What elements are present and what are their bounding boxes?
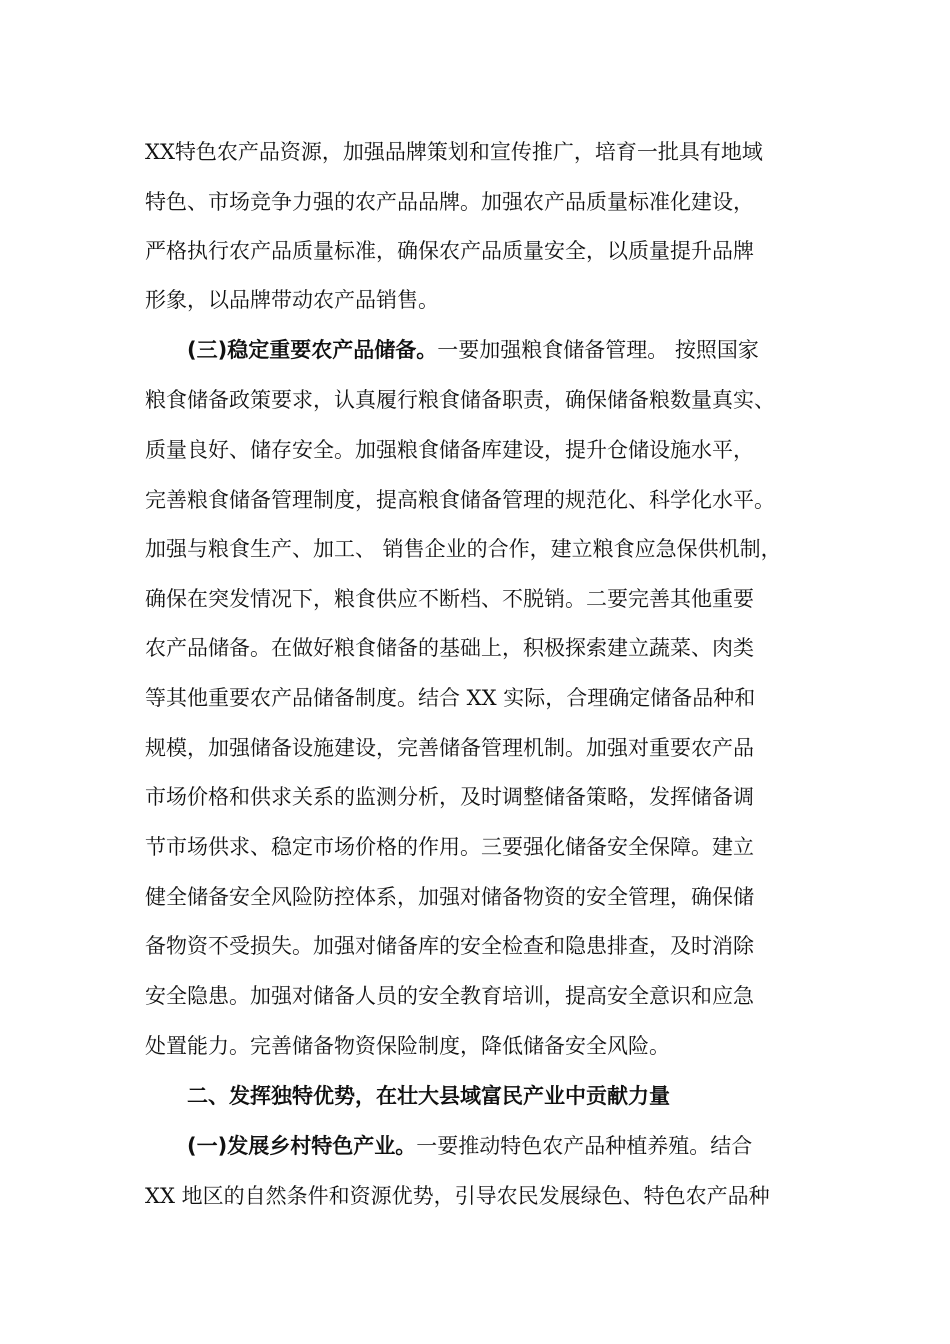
paragraph-text: 一要加强粮食储备管理。 按照国家 [437, 338, 759, 362]
paragraph-first-line [187, 340, 759, 361]
text-line: 节市场供求、稳定市场价格的作用。三要强化储备安全保障。建立 [145, 835, 754, 859]
text-line: 形象，以品牌带动农产品销售。 [145, 288, 439, 312]
text-line: 市场价格和供求关系的监测分析，及时调整储备策略，发挥储备调 [145, 785, 754, 809]
paragraph-text: 一要推动特色农产品种植养殖。结合 [416, 1134, 753, 1158]
text-line: 备物资不受损失。加强对储备库的安全检查和隐患排查，及时消除 [145, 934, 754, 958]
text-line: 处置能力。完善储备物资保险制度，降低储备安全风险。 [145, 1034, 670, 1058]
text-line: 农产品储备。在做好粮食储备的基础上，积极探索建立蔬菜、肉类 [145, 636, 754, 660]
text-line: 特色、市场竞争力强的农产品品牌。加强农产品质量标准化建设， [145, 190, 754, 214]
text-line: 粮食储备政策要求，认真履行粮食储备职责，确保储备粮数量真实、 [145, 388, 775, 412]
text-line: 严格执行农产品质量标准，确保农产品质量安全，以质量提升品牌 [145, 239, 754, 263]
text-line: 确保在突发情况下，粮食供应不断档、不脱销。二要完善其他重要 [145, 587, 754, 611]
text-line: XX特色农产品资源，加强品牌策划和宣传推广，培育一批具有地域 [145, 140, 763, 164]
paragraph-heading: (三)稳定重要农产品储备。 [187, 338, 438, 362]
text-line: 健全储备安全风险防控体系，加强对储备物资的安全管理，确保储 [145, 885, 754, 909]
text-line: XX 地区的自然条件和资源优势，引导农民发展绿色、特色农产品种 [145, 1184, 770, 1208]
paragraph-heading: (一)发展乡村特色产业。 [187, 1134, 417, 1158]
text-line: 规模，加强储备设施建设，完善储备管理机制。加强对重要农产品 [145, 736, 754, 760]
text-line: 完善粮食储备管理制度，提高粮食储备管理的规范化、科学化水平。 [145, 488, 775, 512]
paragraph-first-line [187, 1136, 752, 1157]
text-line: 安全隐患。加强对储备人员的安全教育培训，提高安全意识和应急 [145, 984, 754, 1008]
text-line: 质量良好、储存安全。加强粮食储备库建设，提升仓储设施水平， [145, 438, 754, 462]
text-line: 加强与粮食生产、加工、 销售企业的合作，建立粮食应急保供机制， [145, 537, 782, 561]
section-heading: 二、发挥独特优势，在壮大县域富民产业中贡献力量 [187, 1084, 670, 1108]
text-line: 等其他重要农产品储备制度。结合 XX 实际，合理确定储备品种和 [145, 686, 756, 710]
